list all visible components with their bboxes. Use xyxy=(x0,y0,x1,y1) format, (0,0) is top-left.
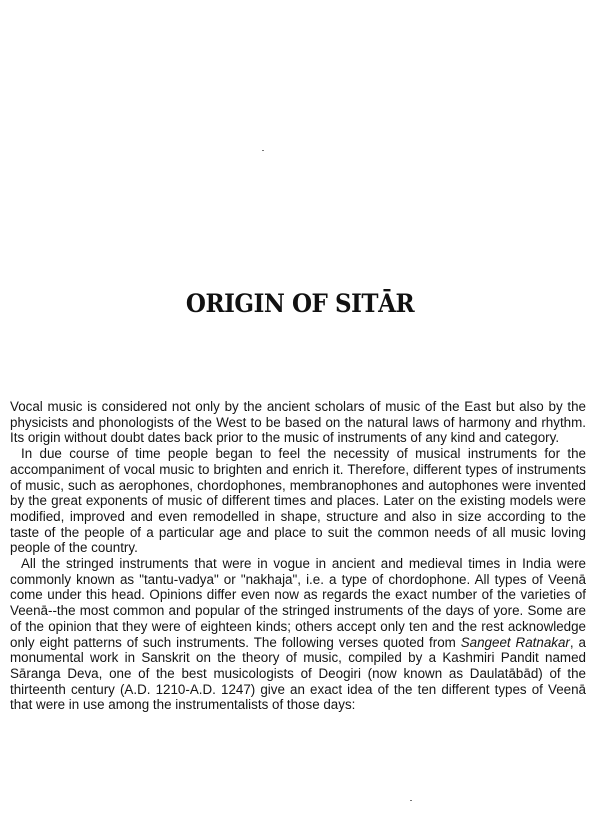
paragraph-3-part-2: , a monumental work in Sanskrit on the theory of music, compiled by a Kashmiri Pandit named Sāranga Deva, one of the best musicologists of Deogiri (now known as Daulatābād) of the thirteenth century (A.D. 1210-A.D. 1247) give an exact idea of the ten different types of Veenā that were in use among the instrumentalists of those days: xyxy=(10,634,586,713)
print-speck xyxy=(410,800,412,801)
paragraph-2: In due course of time people began to feel the necessity of musical instruments for the accompaniment of vocal music to brighten and enrich it. Therefore, different types of instruments of music, such as aerophones, chordophones, membranophones and autophones were invented by the great exponents of music of different times and places. Later on the existing models were modified, improved and even remodelled in shape, structure and also in size according to the taste of the people of a particular age and place to suit the common needs of all music loving people of the country. xyxy=(10,446,586,556)
print-speck xyxy=(262,150,264,151)
paragraph-3 xyxy=(10,556,586,713)
chapter-body xyxy=(10,399,586,713)
chapter-title: ORIGIN OF SITĀR xyxy=(185,289,415,318)
paragraph-1: Vocal music is considered not only by the ancient scholars of music of the East but also by the physicists and phonologists of the West to be based on the natural laws of harmony and rhythm. Its origin without doubt dates back prior to the music of instruments of any kind and category. xyxy=(10,399,586,446)
paragraph-3-part-1: All the stringed instruments that were in vogue in ancient and medieval times in India were commonly known as "tantu-vadya" or "nakhaja", i.e. a type of chordophone. All types of Veenā come under this head. Opinions differ even now as regards the exact number of the varieties of Veenā--the most common and popular of the stringed instruments of the days of yore. Some are of the opinion that they were of eighteen kinds; others accept only ten and the rest acknowledge only eight patterns of such instruments. The following verses quoted from xyxy=(10,556,586,650)
book-title: Sangeet Ratnakar xyxy=(460,634,570,650)
